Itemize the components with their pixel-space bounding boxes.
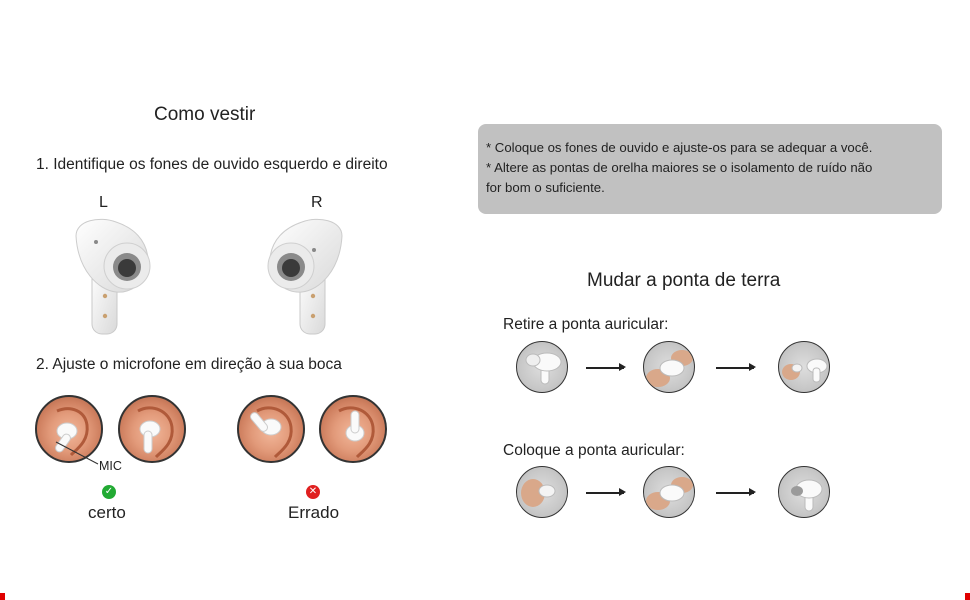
tips-note-box [478, 124, 942, 214]
remove-step-3-image [778, 341, 830, 393]
arrow-icon [586, 492, 624, 494]
right-earbud-label: R [311, 194, 323, 211]
step-1-instruction: 1. Identifique os fones de ouvido esquerdo e direito [36, 156, 388, 173]
mic-pointer-line [54, 440, 100, 468]
left-earbud-label: L [99, 194, 108, 211]
place-step-3-image [778, 466, 830, 518]
check-circle-icon: ✓ [102, 485, 116, 499]
arrow-icon [586, 367, 624, 369]
how-to-wear-title: Como vestir [154, 104, 256, 125]
corner-mark-right [965, 593, 970, 600]
arrow-icon [716, 367, 754, 369]
step-2-instruction: 2. Ajuste o microfone em direção à sua boca [36, 356, 342, 373]
corner-mark-left [0, 593, 5, 600]
change-tip-title: Mudar a ponta de terra [587, 270, 781, 291]
remove-step-2-image [643, 341, 695, 393]
x-circle-icon: ✕ [306, 485, 320, 499]
wrong-fit-photo-2 [319, 395, 387, 463]
note-line-3: for bom o suficiente. [486, 180, 605, 195]
left-earbud-image [64, 214, 160, 338]
note-line-2: * Altere as pontas de orelha maiores se o isolamento de ruído não [486, 160, 873, 175]
mic-label: MIC [99, 459, 122, 473]
wrong-fit-photo-1 [237, 395, 305, 463]
place-step-1-image [516, 466, 568, 518]
correct-fit-photo-2 [118, 395, 186, 463]
note-line-1: * Coloque os fones de ouvido e ajuste-os para se adequar a você. [486, 140, 873, 155]
remove-step-1-image [516, 341, 568, 393]
remove-tip-label: Retire a ponta auricular: [503, 316, 669, 333]
right-earbud-image [258, 214, 354, 338]
arrow-icon [716, 492, 754, 494]
wrong-label: Errado [288, 503, 340, 522]
place-tip-label: Coloque a ponta auricular: [503, 442, 685, 459]
correct-label: certo [88, 503, 126, 522]
place-step-2-image [643, 466, 695, 518]
